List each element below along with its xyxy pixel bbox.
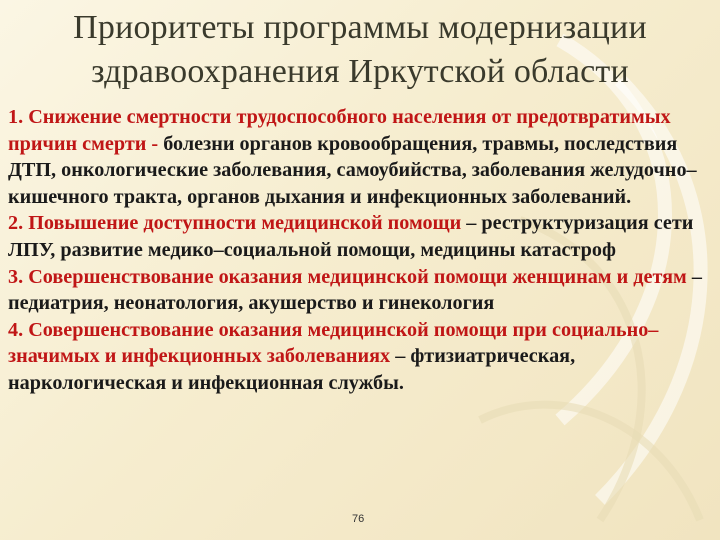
priority-item-3-number: 3. [8, 265, 24, 288]
priority-item-1-heading: Снижение смертности трудоспособного населения от предотвратимых причин смерти - [8, 106, 671, 155]
priorities-list [8, 104, 714, 397]
priority-item-4 [8, 317, 714, 397]
priority-item-3-heading: Совершенствование оказания медицинской помощи женщинам и детям [28, 265, 687, 288]
priority-item-4-number: 4. [8, 318, 24, 341]
priority-item-2-detail: – реструктуризация сети ЛПУ, развитие медико–социальной помощи, медицины катастроф [8, 212, 694, 261]
priority-item-4-detail: – фтизиатрическая, наркологическая и инфекционная службы. [8, 345, 576, 394]
slide-title [0, 6, 720, 94]
priority-item-2-heading: Повышение доступности медицинской помощи [28, 212, 462, 235]
priority-item-4-heading: Совершенствование оказания медицинской помощи при социально–значимых и инфекционных заболеваниях [8, 318, 659, 368]
priority-item-3-detail: – педиатрия, неонатология, акушерство и гинекология [8, 265, 702, 315]
slide-title-line-1: Приоритеты программы модернизации [73, 9, 647, 46]
page-number: 76 [352, 513, 365, 525]
priority-item-3 [8, 264, 714, 317]
priority-item-1-number: 1. [8, 106, 24, 128]
slide-title-line-2: здравоохранения Иркутской области [91, 53, 629, 90]
priority-item-2 [8, 210, 714, 263]
priority-item-1-detail: болезни органов кровообращения, травмы, последствия ДТП, онкологические заболевания, самоубийства, заболевания желудочно–кишечного тракта, органов дыхания и инфекционных заболеваний. [8, 132, 697, 208]
priority-item-1 [8, 104, 714, 210]
priority-item-2-number: 2. [8, 212, 24, 235]
